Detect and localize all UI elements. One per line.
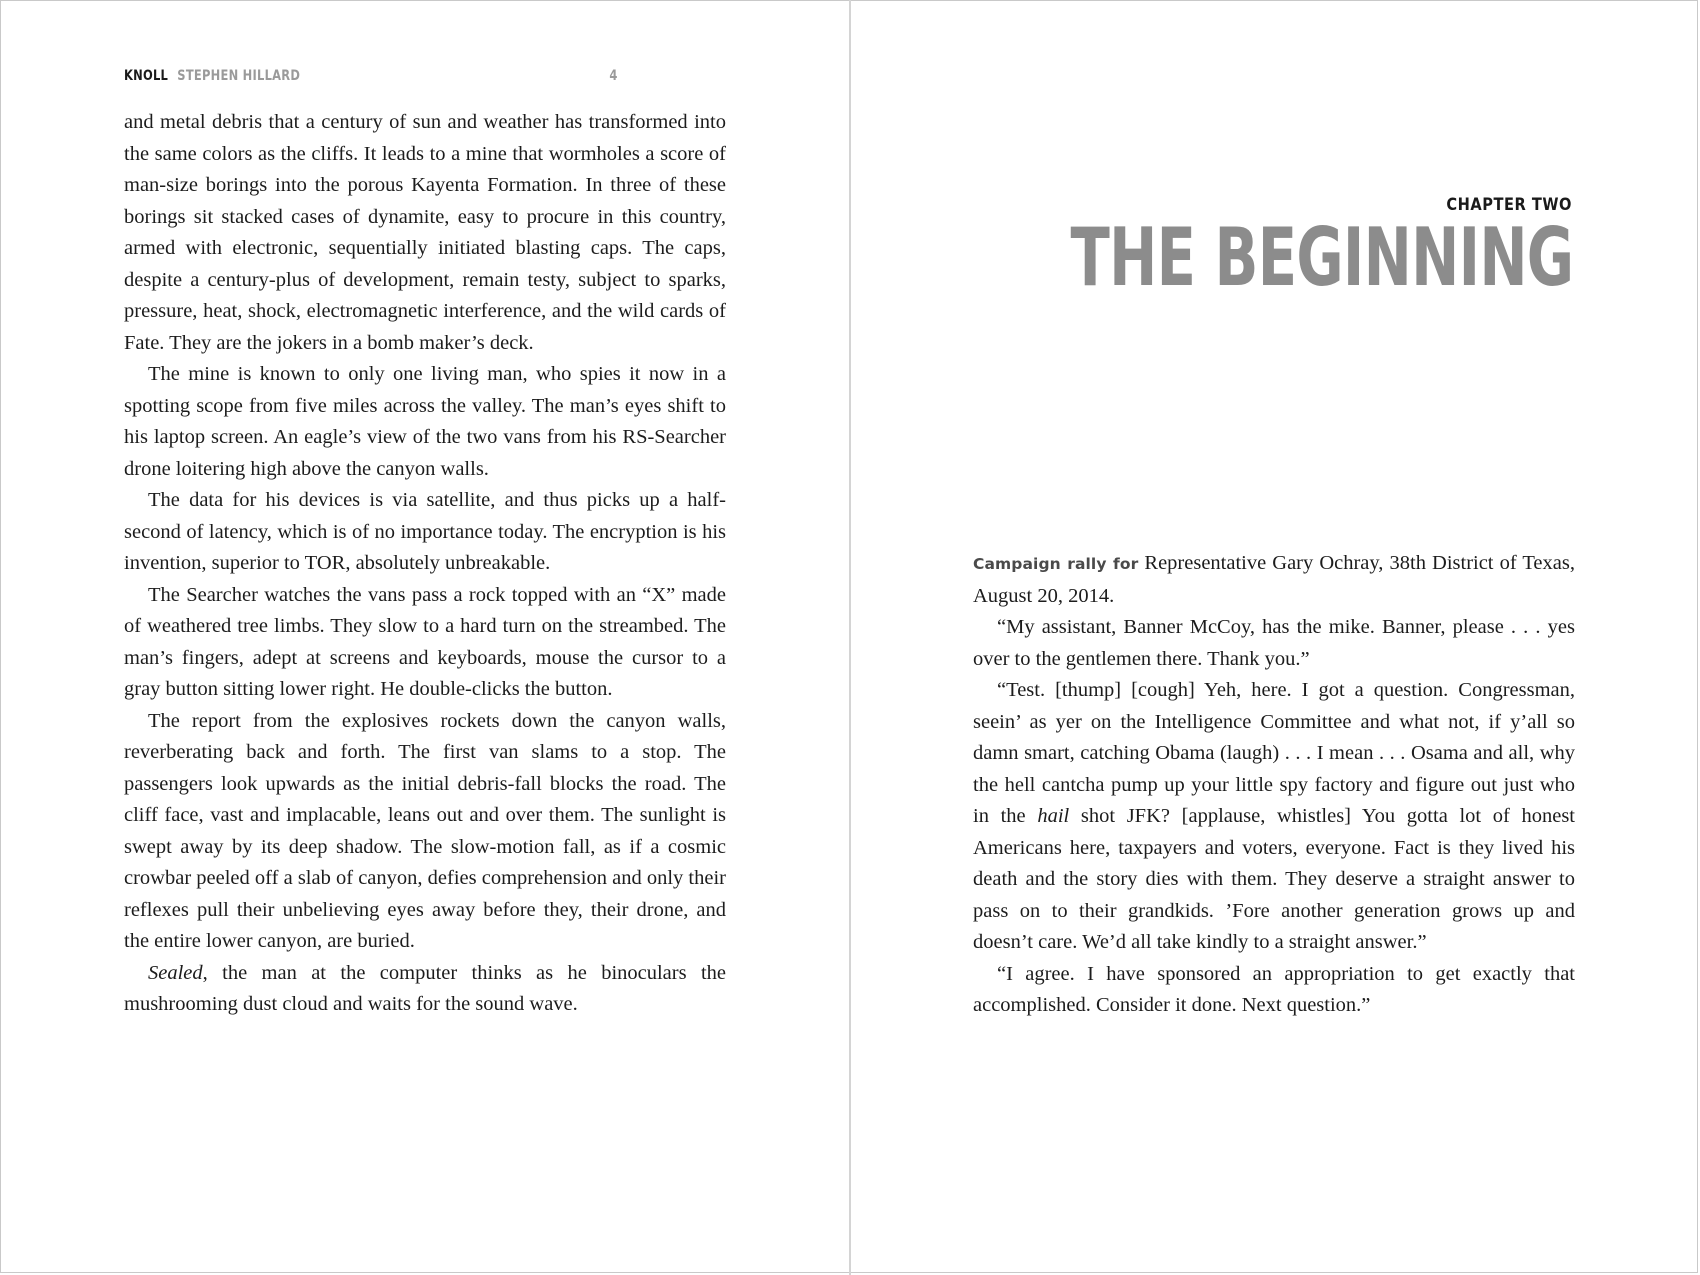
running-head <box>124 68 618 88</box>
left-page-body <box>124 107 726 1021</box>
paragraph-text: , the man at the computer thinks as he binoculars the mushrooming dust cloud and waits for the sound wave. <box>124 961 726 1015</box>
paragraph <box>124 359 726 485</box>
opening-paragraph <box>973 548 1575 612</box>
italic-word: Sealed <box>148 961 203 984</box>
paragraph <box>124 958 726 1021</box>
right-page <box>851 0 1700 1275</box>
paragraph <box>973 959 1575 1022</box>
right-page-body <box>973 548 1575 1022</box>
paragraph-text: “I agree. I have sponsored an appropriation to get exactly that accomplished. Consider it done. Next question.” <box>973 962 1575 1016</box>
chapter-label: CHAPTER TWO <box>1446 195 1572 215</box>
paragraph-text: The data for his devices is via satellite, and thus picks up a half-second of latency, which is of no importance today. The encryption is his invention, superior to TOR, absolutely unbreakable. <box>124 489 726 574</box>
lead-in: Campaign rally for <box>973 555 1139 573</box>
paragraph-text: Representative Gary Ochray, 38th District of Texas, August 20, 2014. <box>973 552 1575 607</box>
paragraph <box>973 612 1575 675</box>
chapter-title: THE BEGINNING <box>1070 211 1573 304</box>
italic-word: hail <box>1037 805 1070 827</box>
running-head-title: KNOLL <box>124 68 169 84</box>
paragraph-text: and metal debris that a century of sun and weather has transformed into the same colors as the cliffs. It leads to a mine that wormholes a score of man-size borings into the porous Kayenta Formation. In three of these borings sit stacked cases of dynamite, easy to procure in this country, armed with electronic, sequentially initiated blasting caps. The caps, despite a century-plus of development, remain testy, subject to sparks, pressure, heat, shock, electromagnetic interference, and the wild cards of Fate. They are the jokers in a bomb maker’s deck. <box>124 111 726 354</box>
paragraph <box>124 107 726 359</box>
paragraph-text: “Test. [thump] [cough] Yeh, here. I got a question. Congressman, seein’ as yer on the Intelligence Committee and what not, if y’all so damn smart, catching Obama (laugh) . . . I mean . . . Osama and all, why the hell cantcha pump up your little spy factory and figure out just who in the <box>973 679 1575 827</box>
paragraph-text: “My assistant, Banner McCoy, has the mike. Banner, please . . . yes over to the gentlemen there. Thank you.” <box>973 616 1575 670</box>
running-head-author: STEPHEN HILLARD <box>177 68 301 84</box>
page-number: 4 <box>609 68 618 84</box>
left-page <box>0 0 849 1275</box>
paragraph-text: The mine is known to only one living man, who spies it now in a spotting scope from five miles across the valley. The man’s eyes shift to his laptop screen. An eagle’s view of the two vans from his RS-Searcher drone loitering high above the canyon walls. <box>124 363 726 480</box>
paragraph <box>124 706 726 958</box>
paragraph-text: shot JFK? [applause, whistles] You gotta lot of honest Americans here, taxpayers and voters, everyone. Fact is they lived his death and the story dies with them. They deserve a straight answer to pass on to their grandkids. ’Fore another generation grows up and doesn’t care. We’d all take kindly to a straight answer.” <box>973 805 1575 953</box>
paragraph <box>124 580 726 706</box>
paragraph-text: The report from the explosives rockets down the canyon walls, reverberating back and forth. The first van slams to a stop. The passengers look upwards as the initial debris-fall blocks the road. The cliff face, vast and implacable, leans out and over them. The sunlight is swept away by its deep shadow. The slow-motion fall, as if a cosmic crowbar peeled off a slab of canyon, defies comprehension and only their reflexes pull their unbelieving eyes away before they, their drone, and the entire lower canyon, are buried. <box>124 709 726 952</box>
paragraph-text: The Searcher watches the vans pass a rock topped with an “X” made of weathered tree limbs. They slow to a hard turn on the streambed. The man’s fingers, adept at screens and keyboards, mouse the cursor to a gray button sitting lower right. He double-clicks the button. <box>124 583 726 700</box>
paragraph <box>124 485 726 580</box>
paragraph <box>973 675 1575 959</box>
